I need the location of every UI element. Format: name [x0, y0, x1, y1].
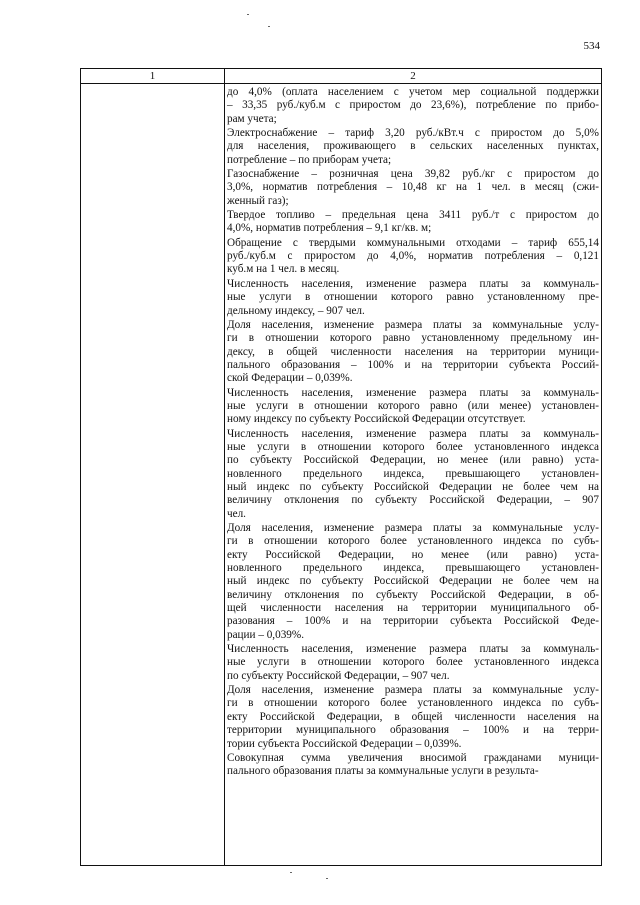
- paragraph-line: по субъекту Российской Федерации, – 907 чел.: [227, 669, 450, 682]
- paragraph: [227, 522, 599, 642]
- paragraph-line: ному индексу по субъекту Российской Федерации отсутствует.: [227, 413, 526, 426]
- paragraph-line: ги в отношении которого более установленного индекса по субъ-: [227, 535, 599, 548]
- paragraph: [227, 684, 599, 751]
- paragraph-line: ные услуги в отношении которого равно (или менее) установлен-: [227, 399, 599, 412]
- paragraph-line: Твердое топливо – предельная цена 3411 руб./т с приростом до: [227, 209, 599, 222]
- paragraph-line: ный индекс по субъекту Российской Федерации не более чем на: [227, 480, 599, 493]
- paragraph-line: Совокупная сумма увеличения вносимой гражданами муници-: [227, 751, 599, 764]
- paragraph-line: ные услуги в отношении которого более установленного индекса: [227, 656, 599, 669]
- paragraph-line: руб./куб.м с приростом до 4,0%, норматив потребления – 0,121: [227, 250, 599, 263]
- paragraph: [227, 387, 599, 427]
- paragraph-line: Доля населения, изменение размера платы за коммунальные услу-: [227, 684, 599, 697]
- paragraph-line: Доля населения, изменение размера платы за коммунальные услу-: [227, 318, 599, 331]
- paragraph: [227, 752, 599, 779]
- paragraph-line: до 4,0% (оплата населением с учетом мер социальной поддержки: [227, 86, 599, 98]
- paragraph: [227, 237, 599, 277]
- paragraph-line: ской Федерации – 0,039%.: [227, 372, 353, 385]
- paragraph-line: рам учета;: [227, 112, 277, 125]
- paragraph-line: Обращение с твердыми коммунальными отходами – тариф 655,14: [227, 236, 599, 249]
- paragraph-line: новленного предельного индекса, превышающего установлен-: [227, 562, 599, 575]
- paragraph-line: 3,0%, норматив потребления – 10,48 кг на 1 чел. в месяц (сжи-: [227, 181, 599, 194]
- scan-speck: [326, 878, 328, 879]
- scan-speck: [268, 26, 270, 27]
- paragraph-line: 4,0%, норматив потребления – 9,1 кг/кв. м;: [227, 222, 432, 235]
- paragraph-list: [227, 86, 599, 779]
- paragraph: [227, 127, 599, 167]
- paragraph-line: Электроснабжение – тариф 3,20 руб./кВт.ч с приростом до 5,0%: [227, 127, 599, 140]
- paragraph: [227, 428, 599, 521]
- paragraph-line: новленного предельного индекса, превышающего установлен-: [227, 467, 599, 480]
- paragraph-line: дексу, в общей численности населения на территории муници-: [227, 345, 599, 358]
- column-2-cell: [225, 84, 602, 866]
- column-header-2: 2: [225, 69, 602, 84]
- document-table: [80, 68, 602, 866]
- table-header-row: [81, 69, 602, 84]
- paragraph-line: рации – 0,039%.: [227, 628, 304, 641]
- paragraph-line: Газоснабжение – розничная цена 39,82 руб./кг с приростом до: [227, 168, 599, 181]
- paragraph: [227, 278, 599, 318]
- paragraph: [227, 209, 599, 236]
- paragraph-line: величину отклонения по субъекту Российской Федерации, в об-: [227, 588, 599, 601]
- paragraph: [227, 319, 599, 386]
- paragraph-line: пального образования – 100% и на территории субъекта Россий-: [227, 358, 599, 371]
- paragraph: [227, 168, 599, 208]
- paragraph-line: потребление – по приборам учета;: [227, 153, 392, 166]
- paragraph-line: ги в отношении которого равно установленному предельному ин-: [227, 332, 599, 345]
- paragraph-line: Численность населения, изменение размера платы за коммуналь-: [227, 277, 599, 290]
- paragraph-line: екту Российской Федерации, в общей численности населения на: [227, 710, 599, 723]
- paragraph-line: ный индекс по субъекту Российской Федерации не более чем на: [227, 575, 599, 588]
- table-body-row: [81, 84, 602, 866]
- paragraph-line: для населения, проживающего в сельских населенных пунктах,: [227, 140, 599, 153]
- column-header-1: 1: [81, 69, 225, 84]
- paragraph-line: Численность населения, изменение размера платы за коммуналь-: [227, 386, 599, 399]
- paragraph-line: ные услуги в отношении которого равно установленному пре-: [227, 291, 599, 304]
- paragraph-line: – 33,35 руб./куб.м с приростом до 23,6%), потребление по прибо-: [227, 99, 599, 112]
- paragraph-line: чел.: [227, 507, 246, 520]
- paragraph-line: по субъекту Российской Федерации, но менее (или равно) уста-: [227, 454, 599, 467]
- paragraph-line: пального образования платы за коммунальные услуги в результа-: [227, 765, 539, 778]
- paragraph: [227, 643, 599, 683]
- paragraph-line: ные услуги в отношении которого более установленного индекса: [227, 440, 599, 453]
- scan-speck: [247, 14, 249, 15]
- scan-speck: [290, 872, 292, 873]
- paragraph-line: ги в отношении которого более установленного индекса по субъ-: [227, 697, 599, 710]
- paragraph-line: Численность населения, изменение размера платы за коммуналь-: [227, 427, 599, 440]
- column-1-cell: [81, 84, 225, 866]
- paragraph-line: екту Российской Федерации, но менее (или равно) уста-: [227, 548, 599, 561]
- paragraph-line: тории субъекта Российской Федерации – 0,039%.: [227, 737, 462, 750]
- paragraph-line: Численность населения, изменение размера платы за коммуналь-: [227, 643, 599, 656]
- paragraph-line: территории муниципального образования – 100% и на терри-: [227, 724, 599, 737]
- paragraph-line: разования – 100% и на территории субъекта Российской Феде-: [227, 615, 599, 628]
- paragraph-line: Доля населения, изменение размера платы за коммунальные услу-: [227, 522, 599, 534]
- paragraph-line: щей численности населения на территории муниципального об-: [227, 602, 599, 615]
- paragraph-line: дельному индексу, – 907 чел.: [227, 304, 365, 317]
- paragraph-line: женный газ);: [227, 194, 289, 207]
- paragraph: [227, 86, 599, 126]
- paragraph-line: куб.м на 1 чел. в месяц.: [227, 263, 340, 276]
- paragraph-line: величину отклонения по субъекту Российской Федерации, – 907: [227, 494, 599, 507]
- page-number: 534: [583, 40, 600, 52]
